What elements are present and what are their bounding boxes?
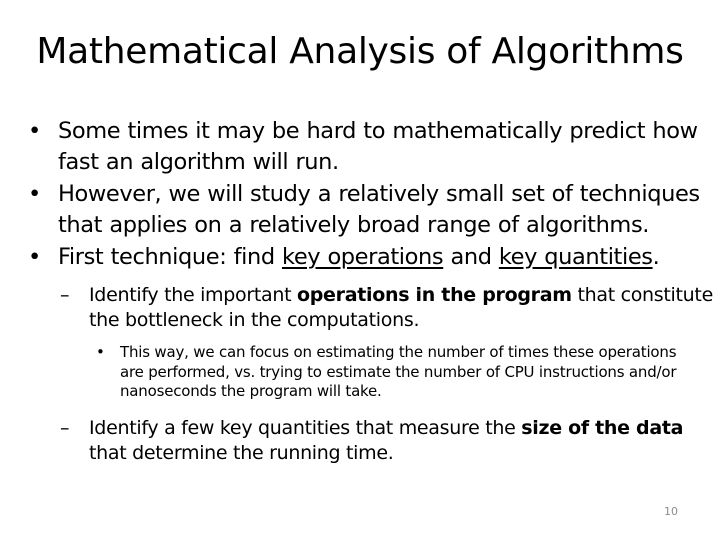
bullet-text-prefix: First technique: find [58,244,282,270]
slide-body [28,116,713,466]
bullet-item-3 [28,242,708,273]
bullet-text-suffix: . [652,244,660,270]
sub-sub-bullet-text: This way, we can focus on estimating the number of times these operations are performed, vs. trying to estimate the number of CPU instructions and/or nanoseconds the program will take. [120,343,677,400]
bullet-text: Some times it may be hard to mathematically predict how fast an algorithm will run. [58,118,698,175]
bullet-text: However, we will study a relatively small set of techniques that applies on a relatively broad range of algorithms. [58,181,700,238]
sub-bullet-prefix: Identify the important [89,284,297,306]
key-quantities-term: key quantities [498,244,653,270]
sub-bullet-emphasis: operations in the program [297,284,572,306]
bullet-marker: • [28,181,41,207]
sub-bullet-2 [60,416,714,466]
sub-sub-bullet [94,343,690,402]
dash-marker: – [60,284,70,306]
sub-bullet-1 [60,283,714,333]
sub-bullet-suffix: that constitute the bottleneck in the computations. [89,284,713,331]
bullet-text-middle: and [443,244,499,270]
bullet-marker: • [28,244,41,270]
bullet-marker: • [96,343,105,361]
sub-bullet-suffix: that determine the running time. [89,441,394,464]
bullet-item-2 [28,179,708,241]
page-number: 10 [664,505,678,518]
key-operations-term: key operations [282,244,444,270]
slide-title: Mathematical Analysis of Algorithms [36,31,684,72]
bullet-item-1 [28,116,708,178]
sub-bullet-prefix: Identify a few key quantities that measure the [89,416,522,439]
sub-bullet-emphasis: size of the data [521,416,684,439]
dash-marker: – [60,416,70,439]
bullet-marker: • [28,118,41,144]
